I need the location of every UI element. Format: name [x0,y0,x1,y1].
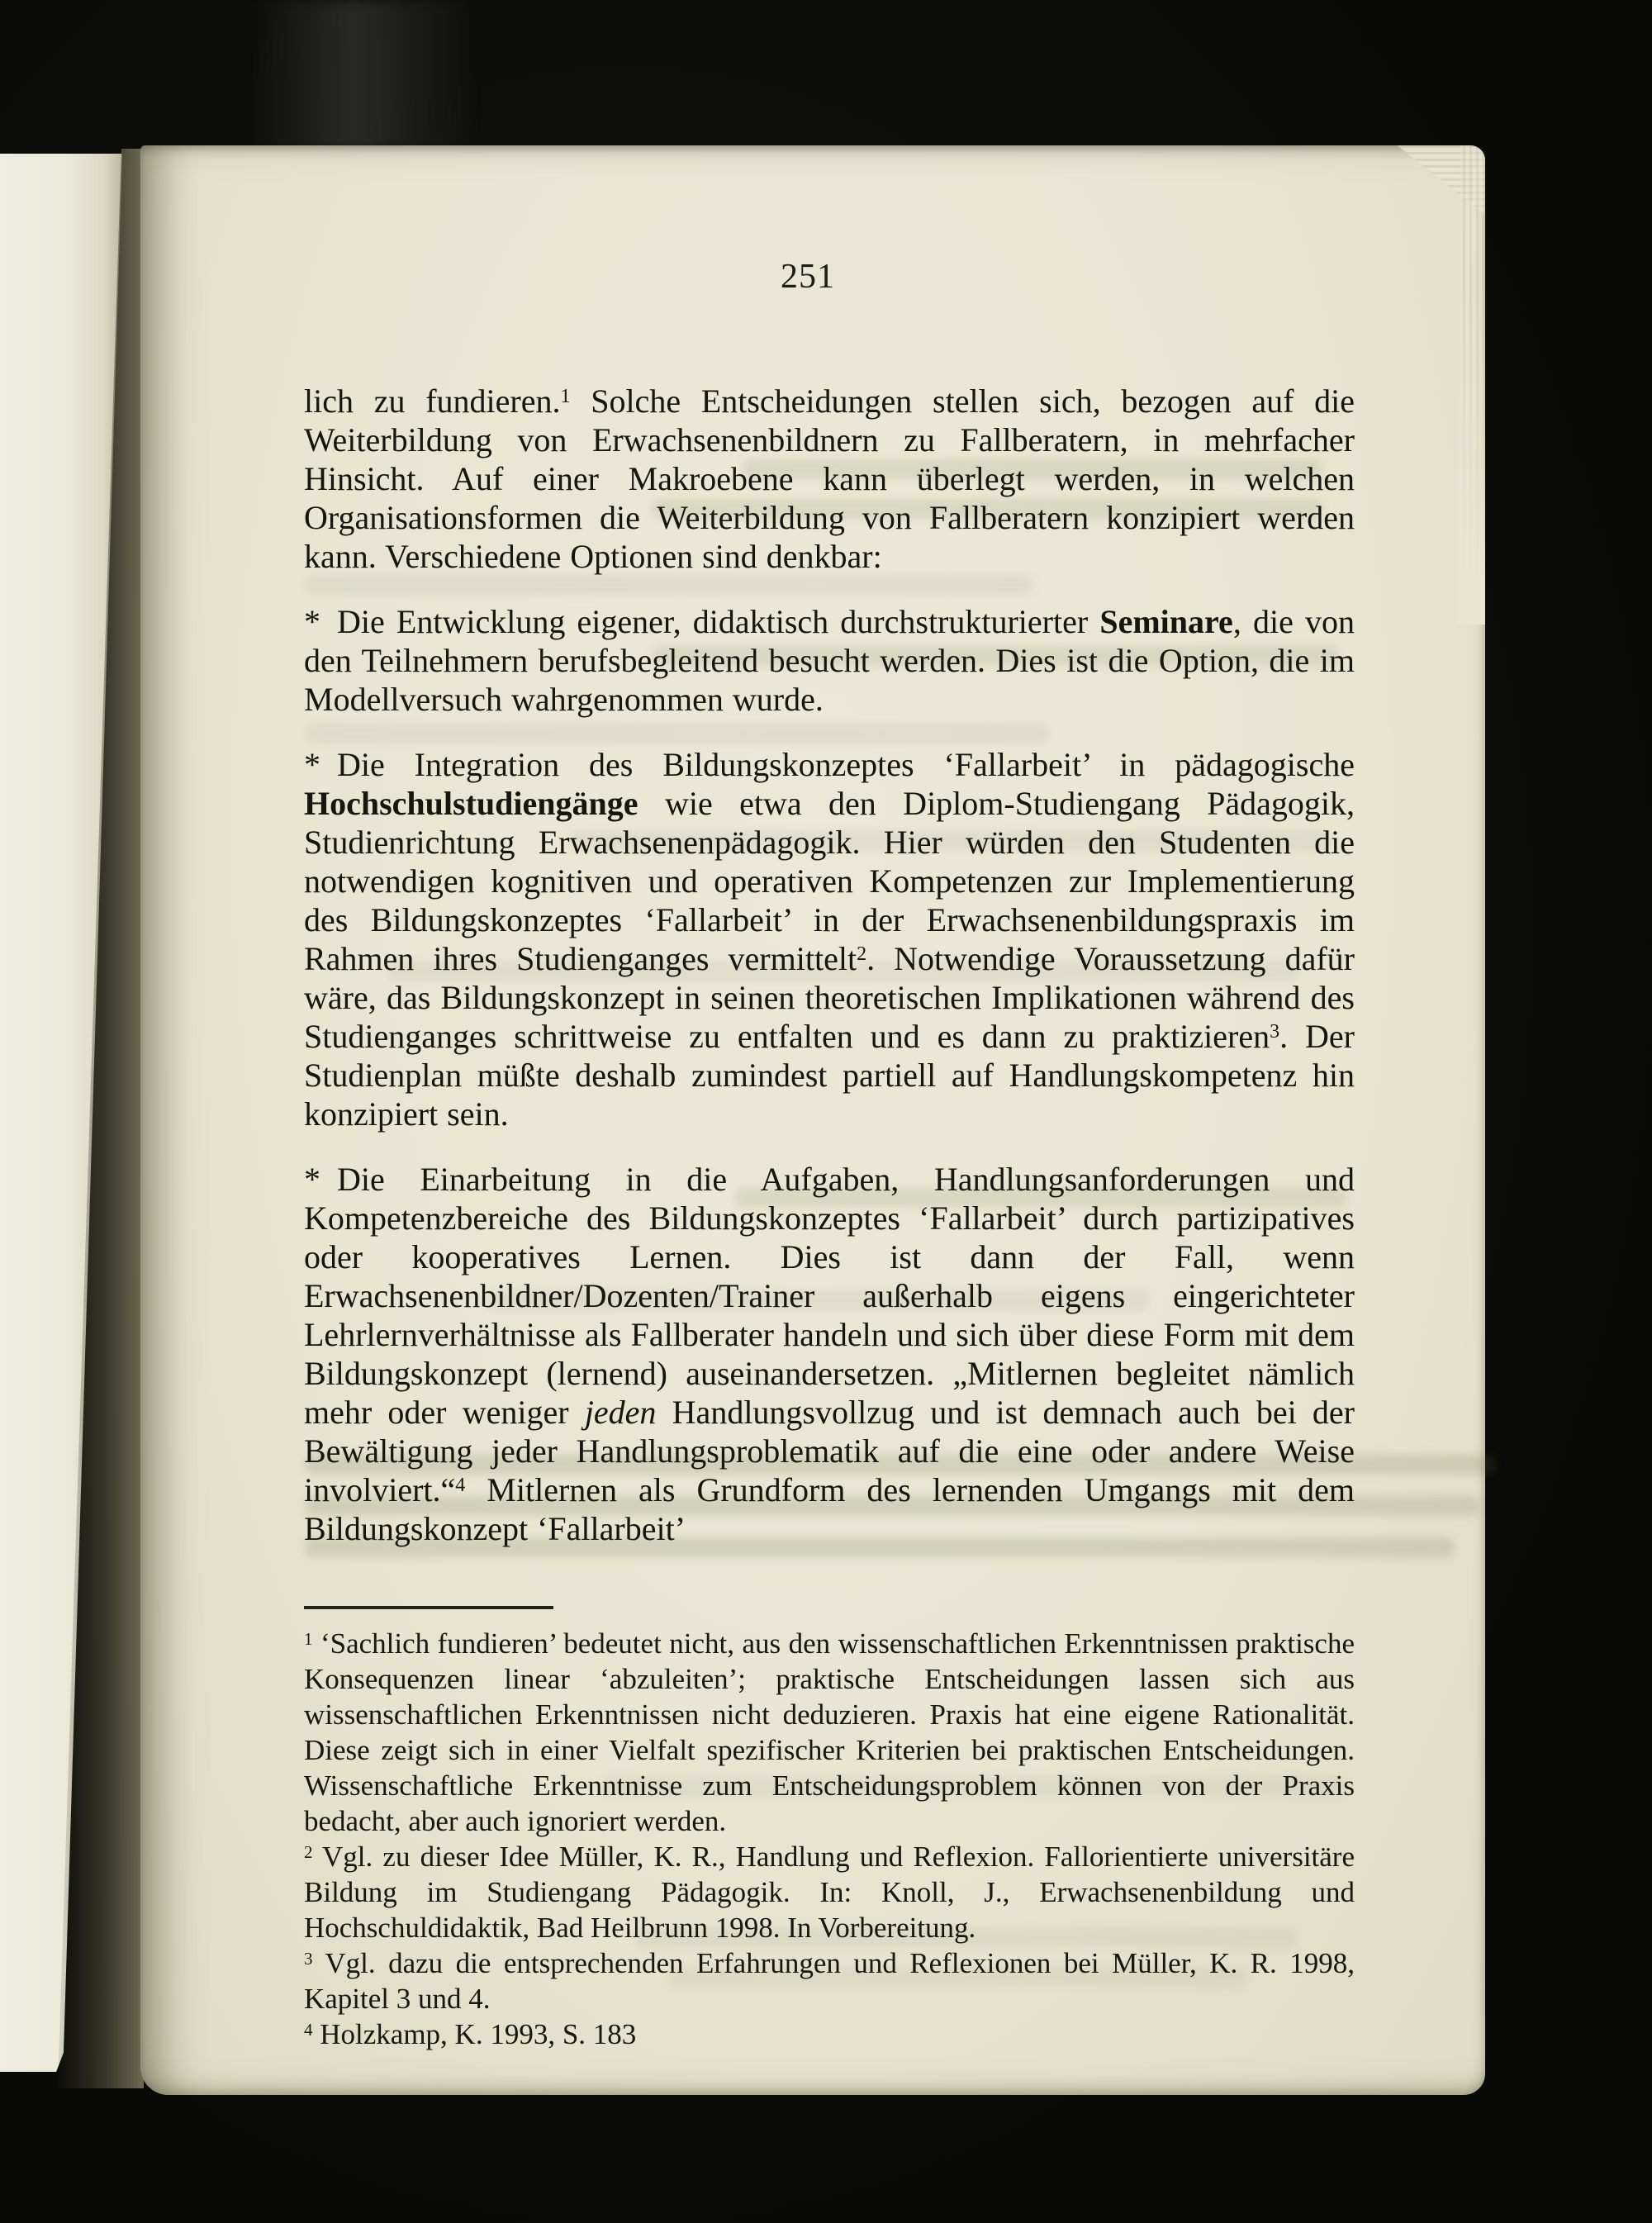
paragraph-text: * Die Einarbeitung in die Aufgaben, Handlungsanforderungen und Kompetenzbereiche des Bildungskonzeptes ‘Fallarbeit’ durch partizipatives oder kooperatives Lernen. Dies ist dann der Fall, wenn Erwachsenenbildner/Dozenten/Trainer außerhalb eigens eingerichteter Lehrlernverhältnisse als Fallberater handeln und sich über diese Form mit dem Bildungskonzept (lernend) auseinandersetzen. „Mitlernen begleitet nämlich mehr oder weniger [304,1161,1355,1431]
body-paragraph-1 [304,382,1355,576]
paragraph-text: . Der Studienplan müßte deshalb zumindest partiell auf Handlungskompetenz hin konzipiert sein. [304,1018,1355,1133]
footnote-text: Vgl. dazu die entsprechenden Erfahrungen und Reflexionen bei Müller, K. R. 1998, Kapitel 3 und 4. [304,1947,1355,2015]
footnote-separator [304,1606,553,1609]
paragraph-text: * Die Integration des Bildungskonzeptes ‘Fallarbeit’ in pädagogische [304,746,1355,783]
paragraph-text: wie etwa den Diplom-Studiengang Pädagogik, Studienrichtung Erwachsenenpädagogik. Hier würden den Studenten die notwendigen kognitiven und operativen Kompetenzen zur Implementierung des Bildungskonzeptes ‘Fallarbeit’ in der Erwachsenenbildungspraxis im Rahmen ihres Studienganges vermittelt [304,785,1355,977]
footnote-marker: 2 [304,1841,313,1862]
footnote-ref-1: 1 [560,386,571,407]
bullet-hochschulstudiengaenge [304,745,1355,1133]
paragraph-text: Solche Entscheidungen stellen sich, bezogen auf die Weiterbildung von Erwachsenenbildnern zu Fallberatern, in mehrfacher Hinsicht. Auf einer Makroebene kann überlegt werden, in welchen Organisationsformen die Weiterbildung von Fallberatern konzipiert werden kann. Verschiedene Optionen sind denkbar: [304,382,1355,575]
page-number: 251 [781,258,835,296]
footnote-ref-3: 3 [1270,1021,1280,1043]
footnote-4 [304,2016,1355,2052]
bullet-seminare [304,602,1355,719]
footnotes [304,1626,1355,2052]
paragraph-text: . Notwendige Voraussetzung dafür wäre, das Bildungskonzept in seinen theoretischen Implikationen während des Studienganges schrittweise zu entfalten und es dann zu praktizieren [304,940,1355,1055]
bullet-einarbeitung [304,1160,1355,1548]
bold-term-hochschulstudiengaenge: Hochschulstudiengänge [304,785,638,822]
footnote-1 [304,1626,1355,1839]
footnote-marker: 3 [304,1948,313,1969]
footnote-marker: 1 [304,1628,313,1649]
bold-term-seminare: Seminare [1099,603,1233,640]
footnote-marker: 4 [304,2019,313,2040]
footnote-ref-4: 4 [455,1475,466,1496]
italic-term-jeden: jeden [584,1394,657,1431]
book-page [140,145,1485,2095]
paragraph-text: * Die Entwicklung eigener, didaktisch durchstrukturierter [304,603,1100,640]
footnote-text: Vgl. zu dieser Idee Müller, K. R., Handlung und Reflexion. Fallorientierte universitäre Bildung im Studiengang Pädagogik. In: Knoll, J., Erwachsenenbildung und Hochschuldidaktik, Bad Heilbrunn 1998. In Vorbereitung. [304,1841,1355,1944]
paragraph-text: , die von den Teilnehmern berufsbegleitend besucht werden. Dies ist die Option, die im Modellversuch wahrgenommen wurde. [304,603,1355,718]
paragraph-text: lich zu fundieren. [304,382,561,420]
footnote-2 [304,1839,1355,1945]
spine-shadow-streak [248,0,479,149]
footnote-text: ‘Sachlich fundieren’ bedeutet nicht, aus den wissenschaftlichen Erkenntnissen praktische Konsequenzen linear ‘abzuleiten’; praktische Entscheidungen lassen sich aus wissenschaftlichen Erkenntnissen nicht deduzieren. Praxis hat eine eigene Rationalität. Diese zeigt sich in einer Vielfalt spezifischer Kriterien bei praktischen Entscheidungen. Wissenschaftliche Erkenntnisse zum Entscheidungsproblem können von der Praxis bedacht, aber auch ignoriert werden. [304,1627,1355,1837]
footnote-3 [304,1945,1355,2016]
paragraph-text: Handlungsvollzug und ist demnach auch bei der Bewältigung jeder Handlungsproblematik auf die eine oder andere Weise involviert.“ [304,1394,1355,1508]
page-stack-edges-fade [1457,145,1485,625]
page-content [304,145,1355,2052]
paragraph-text: Mitlernen als Grundform des lernenden Umgangs mit dem Bildungskonzept ‘Fallarbeit’ [304,1471,1355,1547]
footnote-ref-2: 2 [857,943,867,965]
footnote-text: Holzkamp, K. 1993, S. 183 [312,2018,637,2050]
